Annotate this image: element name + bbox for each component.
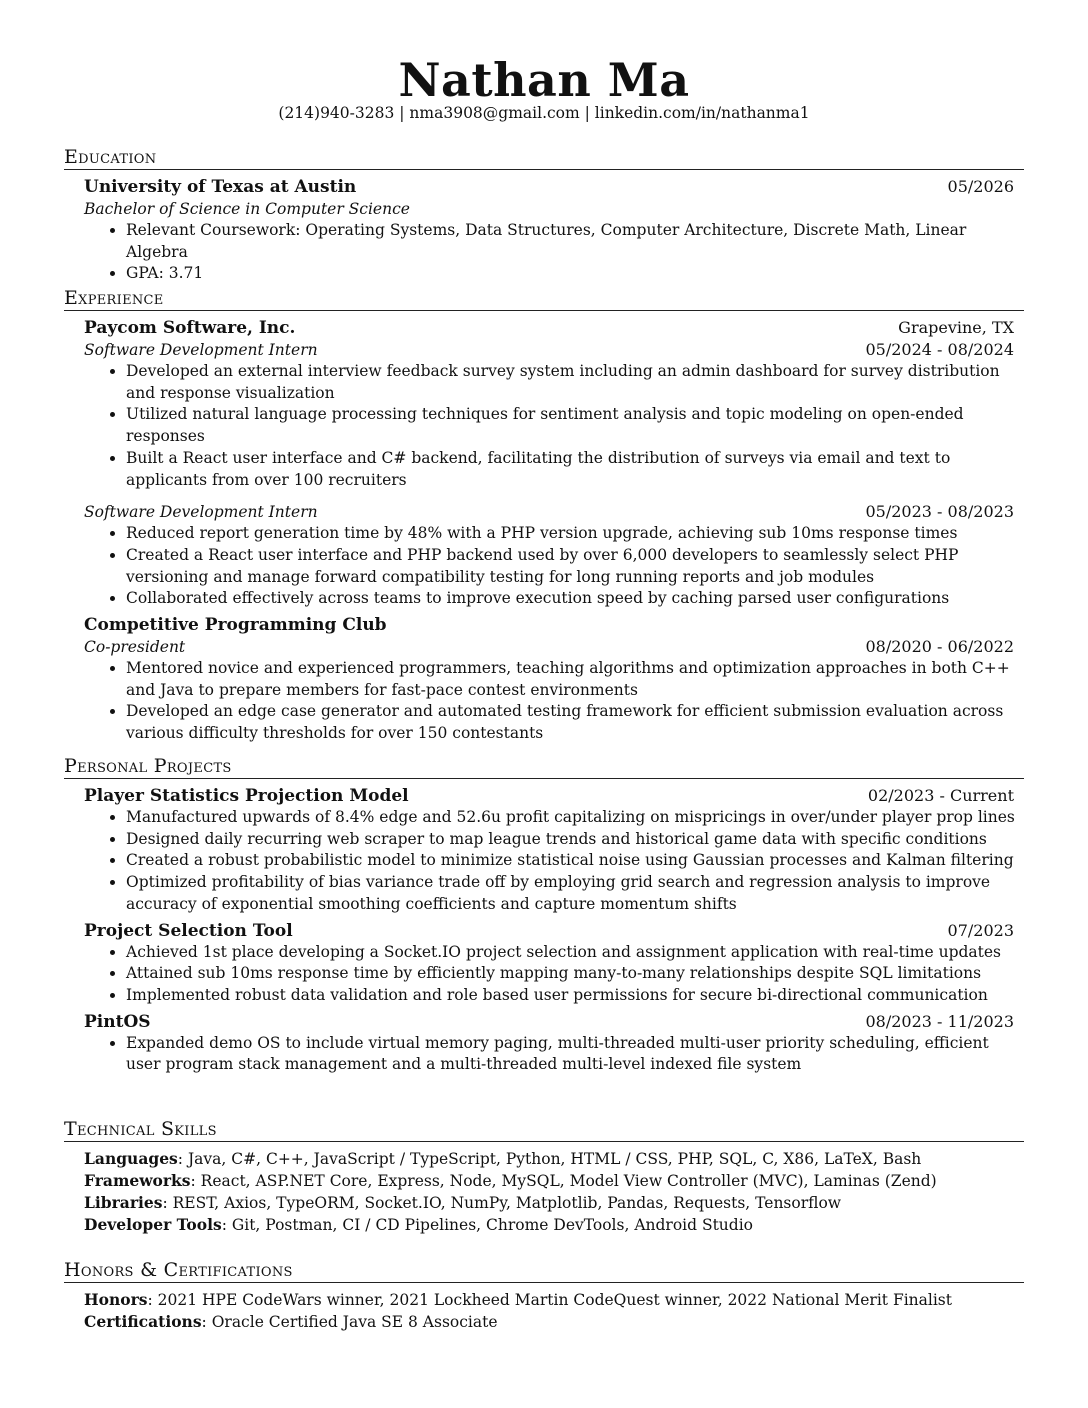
section-title-skills: Technical Skills	[64, 1117, 1024, 1142]
email-link[interactable]: nma3908@gmail.com	[409, 104, 580, 122]
degree-row	[64, 198, 1024, 220]
linkedin-link[interactable]: linkedin.com/in/nathanma1	[594, 104, 810, 122]
company-name: Competitive Programming Club	[84, 615, 387, 636]
role-header	[64, 501, 1024, 523]
list-item: • Developed an edge case generator and automated testing framework for efficient submission evaluation across various difficulty thresholds for over 150 contestants	[126, 701, 1024, 744]
contact-line	[0, 103, 1088, 123]
skills-label: Frameworks	[84, 1171, 191, 1190]
job-location: Grapevine, TX	[898, 318, 1014, 337]
role-bullets	[64, 361, 1024, 491]
honors-label: Certifications	[84, 1312, 202, 1331]
skills-label: Developer Tools	[84, 1215, 222, 1234]
projects-section	[64, 754, 1024, 1076]
project-bullets	[64, 942, 1024, 1007]
section-title-projects: Personal Projects	[64, 754, 1024, 779]
project-header	[64, 1011, 1024, 1033]
list-item: • Relevant Coursework: Operating Systems, Data Structures, Computer Architecture, Discrete Math, Linear Algebra	[126, 220, 1024, 263]
skills-label: Libraries	[84, 1193, 163, 1212]
job-header	[64, 317, 1024, 339]
candidate-name: Nathan Ma	[398, 53, 690, 107]
role-date: 05/2024 - 08/2024	[865, 340, 1014, 359]
skills-value: : REST, Axios, TypeORM, Socket.IO, NumPy, Matplotlib, Pandas, Requests, Tensorflow	[162, 1194, 842, 1212]
skills-value: : React, ASP.NET Core, Express, Node, MySQL, Model View Controller (MVC), Laminas (Zend)	[190, 1172, 937, 1190]
section-title-honors: Honors & Certifications	[64, 1258, 1024, 1283]
project-bullets	[64, 807, 1024, 916]
project-name: Player Statistics Projection Model	[84, 786, 409, 806]
project-header	[64, 785, 1024, 807]
honors-row	[84, 1289, 1024, 1311]
list-item: • Reduced report generation time by 48% with a PHP version upgrade, achieving sub 10ms response times	[126, 523, 1024, 545]
honors-section	[64, 1258, 1024, 1333]
skills-label: Languages	[84, 1149, 178, 1168]
list-item: • Achieved 1st place developing a Socket.IO project selection and assignment application with real-time updates	[126, 942, 1024, 964]
list-item: • Optimized profitability of bias variance trade off by employing grid search and regression analysis to improve accuracy of exponential smoothing coefficients and capture momentum shifts	[126, 872, 1024, 915]
skills-row	[84, 1170, 1024, 1192]
list-item: • GPA: 3.71	[126, 263, 1024, 285]
school-name: University of Texas at Austin	[84, 177, 357, 197]
role-header	[64, 339, 1024, 361]
section-title-experience: Experience	[64, 286, 1024, 311]
phone-number: (214)940-3283	[278, 104, 395, 122]
list-item: • Built a React user interface and C# backend, facilitating the distribution of surveys via email and text to applicants from over 100 recruiters	[126, 448, 1024, 491]
honors-value: : 2021 HPE CodeWars winner, 2021 Lockheed Martin CodeQuest winner, 2022 National Merit Finalist	[147, 1291, 952, 1309]
role-title: Co-president	[84, 638, 186, 657]
list-item: • Utilized natural language processing techniques for sentiment analysis and topic modeling on open-ended responses	[126, 404, 1024, 447]
separator: |	[394, 104, 410, 122]
list-item: • Created a React user interface and PHP backend used by over 6,000 developers to seamlessly select PHP versioning and manage forward compatibility testing for long running reports and job modules	[126, 545, 1024, 588]
project-date: 08/2023 - 11/2023	[865, 1011, 1014, 1031]
education-entry	[64, 176, 1024, 198]
education-section	[64, 145, 1024, 285]
role-title: Software Development Intern	[84, 503, 318, 522]
experience-section	[64, 286, 1024, 745]
skills-section	[64, 1117, 1024, 1236]
separator: |	[579, 104, 595, 122]
role-date: 08/2020 - 06/2022	[865, 637, 1014, 657]
honors-value: : Oracle Certified Java SE 8 Associate	[201, 1313, 498, 1331]
role-bullets	[64, 523, 1024, 610]
project-date: 07/2023	[947, 920, 1014, 940]
list-item: • Collaborated effectively across teams to improve execution speed by caching parsed user configurations	[126, 588, 1024, 610]
skills-row	[84, 1192, 1024, 1214]
project-date: 02/2023 - Current	[867, 786, 1014, 805]
skills-value: : Git, Postman, CI / CD Pipelines, Chrome DevTools, Android Studio	[221, 1216, 754, 1234]
job-header	[64, 614, 1024, 636]
project-bullets	[64, 1033, 1024, 1076]
list-item: • Designed daily recurring web scraper to map league trends and historical game data with specific conditions	[126, 829, 1024, 851]
role-header	[64, 636, 1024, 658]
skills-row	[84, 1214, 1024, 1236]
list-item: • Mentored novice and experienced programmers, teaching algorithms and optimization approaches in both C++ and Java to prepare members for fast-pace contest environments	[126, 658, 1024, 701]
role-bullets	[64, 658, 1024, 745]
role-date: 05/2023 - 08/2023	[865, 502, 1014, 522]
project-name: Project Selection Tool	[84, 920, 293, 941]
honors-label: Honors	[84, 1290, 148, 1309]
skills-row	[84, 1148, 1024, 1170]
education-bullets	[64, 220, 1024, 285]
list-item: • Expanded demo OS to include virtual memory paging, multi-threaded multi-user priority scheduling, efficient user program stack management and a multi-threaded multi-level indexed file system	[126, 1033, 1024, 1076]
company-name: Paycom Software, Inc.	[84, 318, 296, 338]
graduation-date: 05/2026	[947, 177, 1014, 196]
degree: Bachelor of Science in Computer Science	[84, 200, 410, 218]
honors-row	[84, 1311, 1024, 1333]
list-item: • Developed an external interview feedback survey system including an admin dashboard for survey distribution and response visualization	[126, 361, 1024, 404]
role-title: Software Development Intern	[84, 341, 318, 359]
list-item: • Implemented robust data validation and role based user permissions for secure bi-directional communication	[126, 985, 1024, 1007]
list-item: • Attained sub 10ms response time by efficiently mapping many-to-many relationships despite SQL limitations	[126, 963, 1024, 985]
skills-value: : Java, C#, C++, JavaScript / TypeScript, Python, HTML / CSS, PHP, SQL, C, X86, LaTeX, Bash	[177, 1150, 922, 1168]
project-name: PintOS	[84, 1011, 151, 1032]
project-header	[64, 920, 1024, 942]
list-item: • Manufactured upwards of 8.4% edge and 52.6u profit capitalizing on mispricings in over/under player prop lines	[126, 807, 1024, 829]
list-item: • Created a robust probabilistic model to minimize statistical noise using Gaussian processes and Kalman filtering	[126, 850, 1024, 872]
skills-list	[64, 1148, 1024, 1236]
section-title-education: Education	[64, 145, 1024, 170]
honors-list	[64, 1289, 1024, 1333]
